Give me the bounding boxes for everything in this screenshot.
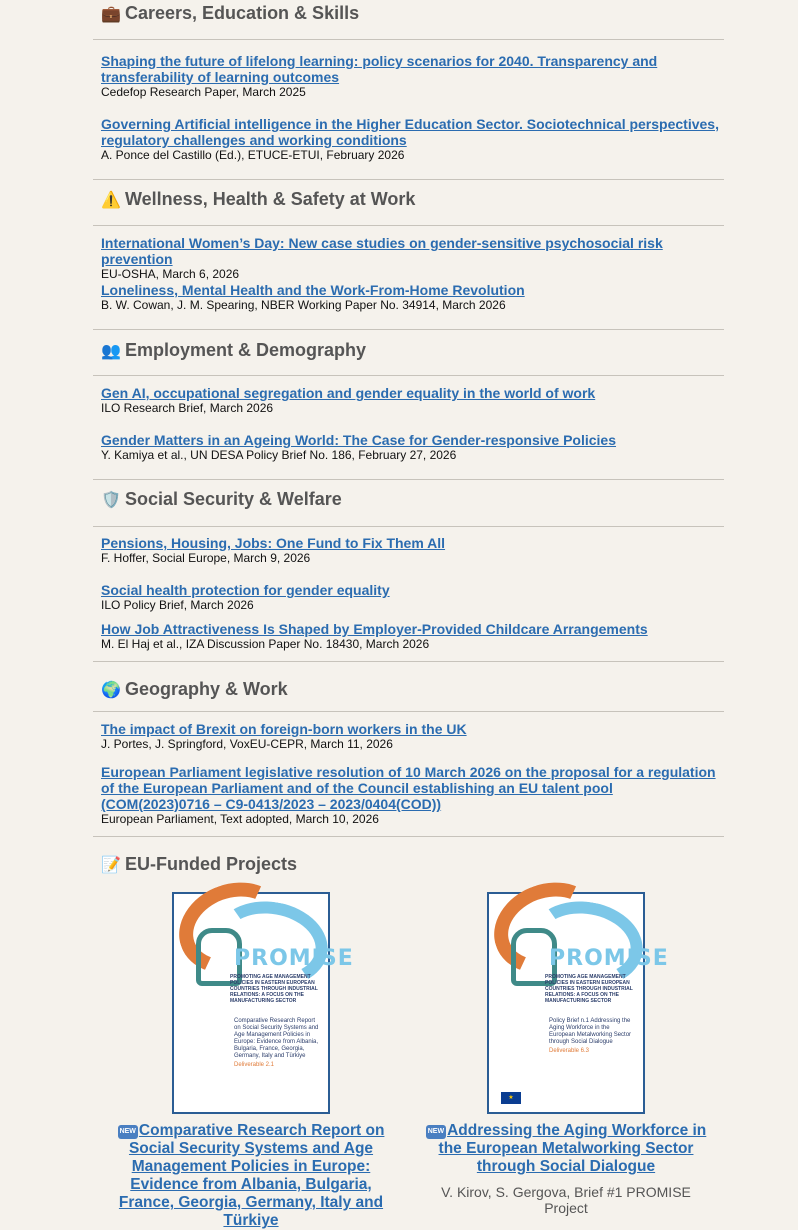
- project-card: [421, 892, 711, 1216]
- article-source: J. Portes, J. Springford, VoxEU-CEPR, March 11, 2026: [101, 737, 393, 751]
- article-link[interactable]: Social health protection for gender equality: [101, 582, 390, 598]
- section-heading-careers: [101, 3, 359, 24]
- section-title: Geography & Work: [125, 679, 288, 699]
- divider: [93, 375, 724, 376]
- list-item: [101, 621, 721, 652]
- new-badge-icon: NEW: [426, 1125, 446, 1139]
- project-meta: V. Kirov, S. Gergova, Brief #1 PROMISE Project: [441, 1184, 691, 1216]
- article-link[interactable]: Loneliness, Mental Health and the Work-From-Home Revolution: [101, 282, 525, 298]
- project-cover-image[interactable]: [487, 892, 669, 1114]
- article-link[interactable]: Pensions, Housing, Jobs: One Fund to Fix Them All: [101, 535, 446, 551]
- list-item: [101, 116, 721, 163]
- cover-brand: PROMISE: [549, 946, 669, 971]
- list-item: [101, 282, 721, 313]
- divider: [93, 225, 724, 226]
- article-link[interactable]: European Parliament legislative resolution of 10 March 2026 on the proposal for a regulation of the European Parliament and of the Council establishing an EU talent pool (COM(2023)0716 – C9-0413/2023 – 2023/0404(COD)): [101, 764, 716, 812]
- article-link[interactable]: Gender Matters in an Ageing World: The Case for Gender-responsive Policies: [101, 432, 617, 448]
- divider: [93, 836, 724, 837]
- divider: [93, 711, 724, 712]
- section-heading-geography: [101, 679, 288, 700]
- article-source: M. El Haj et al., IZA Discussion Paper No. 18430, March 2026: [101, 637, 430, 651]
- section-heading-wellness: [101, 189, 415, 210]
- section-title: Careers, Education & Skills: [125, 3, 360, 23]
- cover-deliverable: Deliverable 6.3: [549, 1048, 590, 1054]
- divider: [93, 526, 724, 527]
- section-title: Wellness, Health & Safety at Work: [125, 189, 416, 209]
- article-link[interactable]: International Women’s Day: New case studies on gender-sensitive psychosocial risk prevention: [101, 235, 663, 267]
- cover-subtitle: PROMOTING AGE MANAGEMENT POLICIES IN EASTERN EUROPEAN COUNTRIES THROUGH INDUSTRIAL RELATIONS: A FOCUS ON THE MANUFACTURING SECTOR: [545, 974, 633, 1004]
- cover-title: [549, 1018, 635, 1055]
- list-item: [101, 432, 721, 463]
- article-source: Cedefop Research Paper, March 2025: [101, 85, 306, 99]
- article-source: EU-OSHA, March 6, 2026: [101, 267, 240, 281]
- project-link[interactable]: [105, 1122, 397, 1230]
- article-source: F. Hoffer, Social Europe, March 9, 2026: [101, 551, 311, 565]
- section-title: Employment & Demography: [125, 340, 367, 360]
- article-link[interactable]: Gen AI, occupational segregation and gender equality in the world of work: [101, 385, 596, 401]
- list-item: [101, 721, 721, 752]
- article-source: B. W. Cowan, J. M. Spearing, NBER Working Paper No. 34914, March 2026: [101, 298, 506, 312]
- article-link[interactable]: The impact of Brexit on foreign-born workers in the UK: [101, 721, 467, 737]
- cover-subtitle: PROMOTING AGE MANAGEMENT POLICIES IN EASTERN EUROPEAN COUNTRIES THROUGH INDUSTRIAL RELATIONS: A FOCUS ON THE MANUFACTURING SECTOR: [230, 974, 318, 1004]
- cover-brand: PROMISE: [234, 946, 354, 971]
- divider: [93, 329, 724, 330]
- project-title: Comparative Research Report on Social Security Systems and Age Management Policies in Europe: Evidence from Albania, Bulgaria, France, Georgia, Germany, Italy and Türkiye: [118, 1122, 385, 1229]
- briefcase-icon: 💼: [101, 5, 121, 23]
- cover-deliverable: Deliverable 2.1: [234, 1062, 275, 1068]
- section-heading-social-security: [101, 489, 342, 510]
- people-icon: 👥: [101, 342, 121, 360]
- new-badge-icon: NEW: [118, 1125, 138, 1139]
- eu-flag-icon: ★: [501, 1092, 521, 1104]
- article-source: ILO Research Brief, March 2026: [101, 401, 274, 415]
- list-item: [101, 764, 721, 827]
- divider: [93, 179, 724, 180]
- project-title: Addressing the Aging Workforce in the European Metalworking Sector through Social Dialogue: [438, 1122, 707, 1175]
- project-cover-image[interactable]: [172, 892, 354, 1114]
- article-source: A. Ponce del Castillo (Ed.), ETUCE-ETUI, February 2026: [101, 148, 405, 162]
- article-source: ILO Policy Brief, March 2026: [101, 598, 254, 612]
- section-heading-employment: [101, 340, 366, 361]
- globe-icon: 🌍: [101, 681, 121, 699]
- divider: [93, 39, 724, 40]
- article-source: European Parliament, Text adopted, March 10, 2026: [101, 812, 379, 826]
- project-card: [105, 892, 397, 1230]
- section-title: EU-Funded Projects: [125, 854, 298, 874]
- warning-icon: ⚠️: [101, 191, 121, 209]
- article-link[interactable]: How Job Attractiveness Is Shaped by Employer-Provided Childcare Arrangements: [101, 621, 648, 637]
- cover-doc-title: Comparative Research Report on Social Security Systems and Age Management Policies in Europe: Evidence from Albania, Bulgaria, France, Georgia, Germany, Italy and Türkiye: [234, 1018, 319, 1059]
- list-item: [101, 582, 721, 613]
- shield-icon: 🛡️: [101, 491, 121, 509]
- article-source: Y. Kamiya et al., UN DESA Policy Brief No. 186, February 27, 2026: [101, 448, 457, 462]
- project-link[interactable]: [421, 1122, 711, 1176]
- article-link[interactable]: Governing Artificial intelligence in the Higher Education Sector. Sociotechnical perspectives, regulatory challenges and working conditions: [101, 116, 719, 148]
- cover-title: [234, 1018, 320, 1069]
- section-heading-eu-projects: [101, 854, 297, 875]
- list-item: [101, 535, 721, 566]
- list-item: [101, 385, 721, 416]
- list-item: [101, 235, 721, 282]
- divider: [93, 661, 724, 662]
- cover-doc-title: Policy Brief n.1 Addressing the Aging Workforce in the European Metalworking Sector through Social Dialogue: [549, 1018, 632, 1045]
- section-title: Social Security & Welfare: [125, 489, 342, 509]
- list-item: [101, 53, 721, 100]
- divider: [93, 479, 724, 480]
- article-link[interactable]: Shaping the future of lifelong learning: policy scenarios for 2040. Transparency and transferability of learning outcomes: [101, 53, 658, 85]
- memo-icon: 📝: [101, 856, 121, 874]
